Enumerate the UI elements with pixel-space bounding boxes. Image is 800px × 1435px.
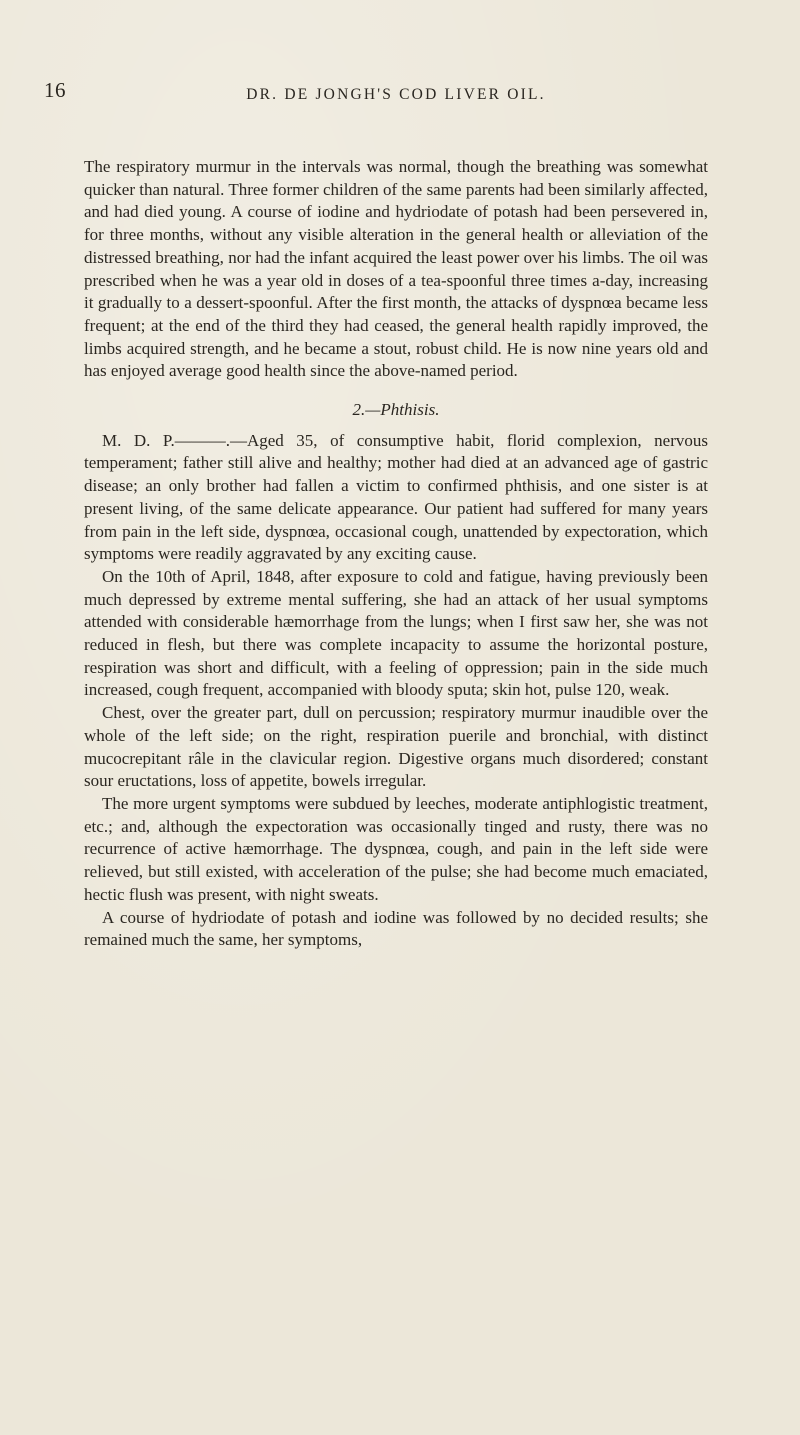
paragraph-chest-exam: Chest, over the greater part, dull on percussion; respiratory murmur inaudible over the whole of the left side; on the right, respiration puerile and bronchial, with distinct mucocrepitant râle in the clavicular region. Digestive organs much disordered; constant sour eructations, loss of appetite, bowels irregular.	[84, 703, 708, 791]
paragraph-case-history: M. D. P.———.—Aged 35, of consumptive habit, florid complexion, nervous temperament; father still alive and healthy; mother had died at an advanced age of gastric disease; an only brother had fallen a victim to confirmed phthisis, and one sister is at present living, of the same delicate appearance. Our patient had suffered for many years from pain in the left side, dyspnœa, occasional cough, unattended by expectoration, which symptoms were readily aggravated by any exciting cause.	[84, 430, 708, 564]
paragraph-case-continuation: The respiratory murmur in the intervals was normal, though the breathing was somewhat quicker than natural. Three former children of the same parents had been similarly affected, and had died young. A course of iodine and hydriodate of potash had been persevered in, for three months, without any visible alteration in the general health or alleviation of the distressed breathing, nor had the infant acquired the least power over his limbs. The oil was prescribed when he was a year old in doses of a tea-spoonful three times a-day, increasing it gradually to a dessert-spoonful. After the first month, the attacks of dyspnœa became less frequent; at the end of the third they had ceased, the general health rapidly improved, the limbs acquired strength, and he became a stout, robust child. He is now nine years old and has enjoyed average good health since the above-named period.	[84, 157, 708, 381]
running-head	[44, 78, 708, 114]
paragraph-attack: On the 10th of April, 1848, after exposure to cold and fatigue, having previously been much depressed by extreme mental suffering, she had an attack of her usual symptoms attended with considerable hæmorrhage from the lungs; when I first saw her, she was not reduced in flesh, but there was complete incapacity to assume the horizontal posture, respiration was short and difficult, with a feeling of oppression; pain in the side much increased, cough frequent, accompanied with bloody sputa; skin hot, pulse 120, weak.	[84, 566, 708, 700]
page-number: 16	[44, 78, 66, 102]
section-heading: 2.—Phthisis.	[352, 400, 440, 420]
running-title: DR. DE JONGH'S COD LIVER OIL.	[246, 86, 546, 103]
body-text	[84, 156, 708, 952]
paragraph-treatment: The more urgent symptoms were subdued by leeches, moderate antiphlogistic treatment, etc.; and, although the expectoration was occasionally tinged and rusty, there was no recurrence of active hæmorrhage. The dyspnœa, cough, and pain in the left side were relieved, but still existed, with acceleration of the pulse; she had become much emaciated, hectic flush was present, with night sweats.	[84, 793, 708, 904]
paragraph-continuation: A course of hydriodate of potash and iodine was followed by no decided results; she remained much the same, her symptoms,	[84, 907, 708, 950]
